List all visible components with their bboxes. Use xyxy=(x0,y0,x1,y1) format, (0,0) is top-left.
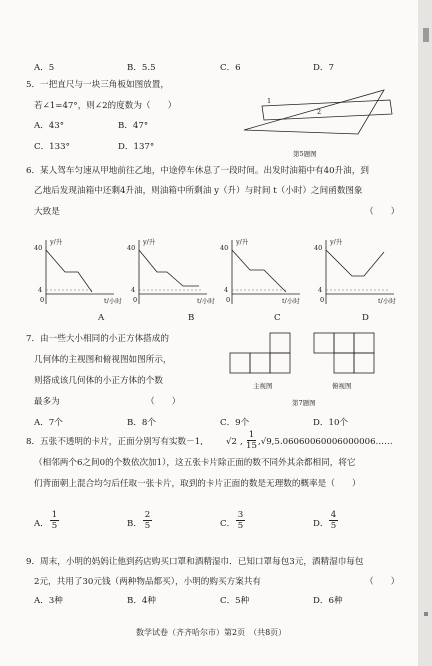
q8-option-d-label: D． xyxy=(313,519,329,529)
q6-graph-d-xlabel: t/小时 xyxy=(378,297,396,305)
q6-graph-c-ylabel: y/升 xyxy=(236,238,249,246)
q8-option-d-den: 5 xyxy=(330,521,337,531)
q6-graph-d-ylabel: y/升 xyxy=(330,238,343,246)
q6-graph-c-tick40: 40 xyxy=(220,244,229,252)
q7-option-b: B．8个 xyxy=(127,418,156,428)
q8-option-a-frac xyxy=(50,510,59,531)
q8-line1-b: ,√9,5.06060060006000006…… xyxy=(258,437,393,447)
q4-option-b: B．5.5 xyxy=(127,63,156,73)
page-edge xyxy=(418,0,432,666)
q6-graph-a-tick4: 4 xyxy=(38,286,43,294)
q4-option-c: C．6 xyxy=(220,63,241,73)
q6-graph-c-origin: 0 xyxy=(226,296,231,304)
q6-graph-b-origin: 0 xyxy=(133,296,138,304)
q9-line2: 2元，共用了30元钱（两种物品都买），小明的购买方案共有 xyxy=(34,577,261,587)
q6-graph-a-origin: 0 xyxy=(40,296,45,304)
q4-option-d: D．7 xyxy=(313,63,334,73)
q8-line2: （相邻两个6之间0的个数依次加1），这五张卡片除正面的数不同外其余都相同，将它 xyxy=(34,458,356,468)
q5-angle2-label: 2 xyxy=(317,108,322,116)
q6-option-b: B xyxy=(188,313,195,323)
q6-option-c: C xyxy=(274,313,281,323)
q9-option-d: D．6种 xyxy=(313,596,343,606)
q8-frac-den: 15 xyxy=(246,441,257,451)
q6-graph-b-tick4: 4 xyxy=(131,286,136,294)
q6-line1: 6．某人驾车匀速从甲地前往乙地，中途停车休息了一段时间。出发时油箱中有40升油，到 xyxy=(26,166,369,176)
q8-option-b-den: 5 xyxy=(144,521,151,531)
scroll-marker xyxy=(423,28,429,42)
q6-graph-d-origin: 0 xyxy=(320,296,325,304)
q6-graph-a-ylabel: y/升 xyxy=(50,238,63,246)
q8-option-c-den: 5 xyxy=(237,521,244,531)
q8-option-d-frac xyxy=(329,510,338,531)
q7-main-view xyxy=(228,330,308,380)
q7-answer-paren: （ ） xyxy=(146,397,181,407)
q9-option-a: A．3种 xyxy=(34,596,63,606)
q6-option-a: A xyxy=(98,313,105,323)
q8-option-c-label: C． xyxy=(220,519,236,529)
q6-graph-b-ylabel: y/升 xyxy=(143,238,156,246)
q6-graph-c-xlabel: t/小时 xyxy=(282,297,300,305)
q6-graph-b-xlabel: t/小时 xyxy=(197,297,215,305)
q6-line2: 乙地后发现油箱中还剩4升油，则油箱中所剩油 y（升）与时间 t（小时）之间函数图象 xyxy=(34,186,363,196)
q8-sqrt2: √2 xyxy=(226,437,237,447)
q9-line1: 9．周末，小明的妈妈让他到药店购买口罩和酒精湿巾．已知口罩每包3元，酒精湿巾每包 xyxy=(26,557,364,567)
q6-option-d: D xyxy=(362,313,369,323)
q5-option-a: A．43° xyxy=(34,121,65,131)
q6-answer-paren: （ ） xyxy=(365,207,400,217)
q8-option-a-den: 5 xyxy=(51,521,58,531)
edge-mark xyxy=(424,612,428,616)
q8-option-c-frac xyxy=(236,510,245,531)
q7-line1: 7．由一些大小相同的小正方体搭成的 xyxy=(26,334,169,344)
q8-option-a-num: 1 xyxy=(51,510,58,520)
q8-frac-1-15 xyxy=(246,430,257,451)
q4-option-a: A．5 xyxy=(34,63,55,73)
q8-option-a-label: A． xyxy=(34,519,49,529)
q7-top-view xyxy=(312,330,382,380)
q9-option-c: C．5种 xyxy=(220,596,250,606)
q5-stem-line1: 5．一把直尺与一块三角板如图放置， xyxy=(26,80,169,90)
q7-option-c: C．9个 xyxy=(220,418,250,428)
q6-graph-a-xlabel: t/小时 xyxy=(104,297,122,305)
q5-option-d: D．137° xyxy=(118,142,155,152)
q9-answer-paren: （ ） xyxy=(365,577,400,587)
q8-option-b-label: B． xyxy=(127,519,142,529)
q8-option-b-frac xyxy=(143,510,152,531)
q7-main-view-label: 主视图 xyxy=(253,382,273,390)
q7-option-d: D．10个 xyxy=(313,418,349,428)
q8-line1-a: 8．五张不透明的卡片，正面分别写有实数－1, xyxy=(26,437,203,447)
q8-frac-num: 1 xyxy=(248,430,255,440)
q5-option-b: B．47° xyxy=(118,121,149,131)
q6-graph-c-tick4: 4 xyxy=(224,286,229,294)
q6-graph-d-tick40: 40 xyxy=(314,244,323,252)
q8-line3: 们背面朝上混合均匀后任取一张卡片，取到的卡片正面的数是无理数的概率是（ ） xyxy=(34,479,361,489)
q8-option-b-num: 2 xyxy=(144,510,151,520)
q5-figure-caption: 第5题图 xyxy=(293,150,317,158)
q6-graph-b-tick40: 40 xyxy=(127,244,136,252)
q7-figure-caption: 第7题图 xyxy=(292,399,316,407)
q8-comma: , xyxy=(240,437,243,447)
q7-line4: 最多为 xyxy=(34,397,60,407)
q5-option-c: C．133° xyxy=(34,142,70,152)
q5-angle1-label: 1 xyxy=(267,97,272,105)
q7-line3: 则搭成该几何体的小正方体的个数 xyxy=(34,376,163,386)
q7-top-view-label: 俯视图 xyxy=(332,382,352,390)
q7-option-a: A．7个 xyxy=(34,418,63,428)
q9-option-b: B．4种 xyxy=(127,596,156,606)
q8-option-d-num: 4 xyxy=(330,510,337,520)
page-footer: 数学试卷（齐齐哈尔市）第2页 （共8页） xyxy=(136,628,287,637)
q5-figure xyxy=(232,78,412,148)
q6-graph-a-tick40: 40 xyxy=(34,244,43,252)
q6-graph-d-tick4: 4 xyxy=(318,286,323,294)
q7-line2: 几何体的主视图和俯视图如图所示， xyxy=(34,355,172,365)
q6-line3: 大致是 xyxy=(34,207,60,217)
q5-stem-line2: 若∠1=47°，则∠2的度数为（ ） xyxy=(34,101,177,111)
q8-option-c-num: 3 xyxy=(237,510,244,520)
